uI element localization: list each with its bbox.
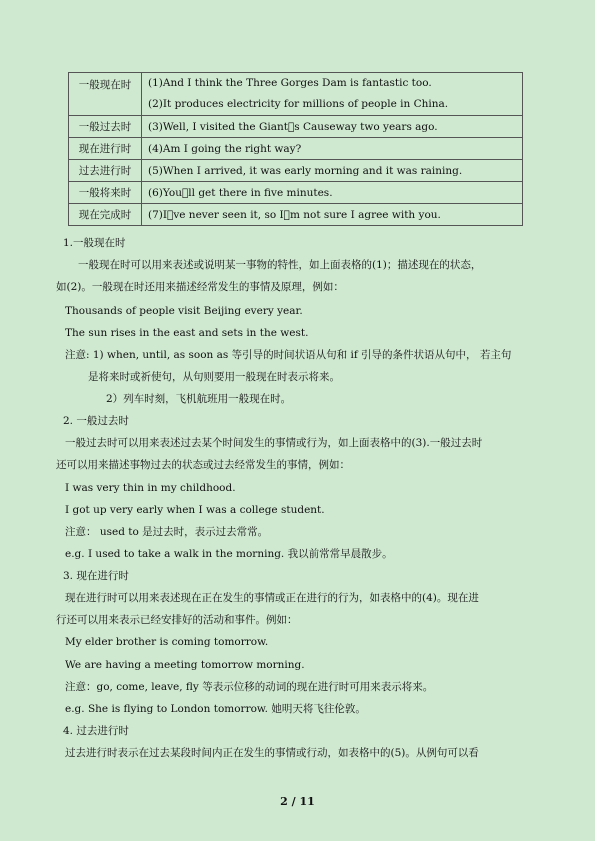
table-row — [69, 138, 523, 160]
example-sentence: e.g. I used to take a walk in the morning. 我以前常常早晨散步。 — [65, 548, 393, 560]
body-text: 还可以用来描述事物过去的状态或过去经常发生的事情，例如： — [56, 459, 350, 471]
table-row — [69, 116, 523, 138]
table-row — [69, 73, 523, 95]
tense-name: 现在完成时 — [69, 204, 142, 226]
body-text: 一般过去时可以用来表述过去某个时间发生的事情或行为，如上面表格中的(3).一般过去时 — [65, 437, 483, 449]
body-text: 行还可以用来表示已经安排好的活动和事件。例如： — [56, 614, 298, 626]
table-row — [69, 204, 523, 226]
tense-name: 一般过去时 — [69, 116, 142, 138]
body-text: 如(2)。一般现在时还用来描述经常发生的事情及原理，例如： — [56, 281, 344, 293]
example-sentence: I got up very early when I was a college student. — [65, 504, 325, 516]
example-sentence: (1)And I think the Three Gorges Dam is fantastic too. — [148, 77, 432, 89]
example-sentence: I was very thin in my childhood. — [65, 482, 236, 494]
example-sentence: (5)When I arrived, it was early morning and it was raining. — [142, 160, 523, 182]
example-sentence: (6)You ll get there in five minutes. — [142, 182, 523, 204]
tense-name: 过去进行时 — [69, 160, 142, 182]
table-row — [69, 182, 523, 204]
example-sentence: We are having a meeting tomorrow morning. — [65, 659, 305, 671]
example-cell — [142, 94, 523, 116]
note-text: 注意：go, come, leave, fly 等表示位移的动词的现在进行时可用来表示将来。 — [65, 681, 434, 693]
example-sentence: (2)It produces electricity for millions of people in China. — [148, 98, 449, 110]
section-heading: 3. 现在进行时 — [63, 570, 129, 582]
note-text: 是将来时或祈使句，从句则要用一般现在时表示将来。 — [88, 371, 340, 383]
tense-name: 现在进行时 — [69, 138, 142, 160]
note-text: 注意： used to 是过去时，表示过去常常。 — [65, 526, 269, 538]
section-heading: 2. 一般过去时 — [63, 415, 129, 427]
example-sentence: My elder brother is coming tomorrow. — [65, 636, 269, 648]
example-cell — [142, 73, 523, 95]
body-text: 现在进行时可以用来表述现在正在发生的事情或正在进行的行为，如表格中的(4)。现在进 — [65, 592, 479, 604]
body-text: 过去进行时表示在过去某段时间内正在发生的事情或行动，如表格中的(5)。从例句可以看 — [65, 747, 479, 759]
note-text: 注意: 1) when, until, as soon as 等引导的时间状语从句和 if 引导的条件状语从句中， 若主句 — [65, 349, 512, 361]
example-sentence: (3)Well, I visited the Giant s Causeway two years ago. — [142, 116, 523, 138]
tense-name: 一般将来时 — [69, 182, 142, 204]
note-text: 2）列车时刻，飞机航班用一般现在时。 — [106, 393, 292, 405]
example-sentence: e.g. She is flying to London tomorrow. 她明天将飞往伦敦。 — [65, 703, 366, 715]
example-sentence: (4)Am I going the right way? — [142, 138, 523, 160]
table-row — [69, 160, 523, 182]
tense-example-table — [68, 72, 523, 226]
section-heading: 1.一般现在时 — [63, 237, 126, 249]
section-heading: 4. 过去进行时 — [63, 725, 129, 737]
body-text: 一般现在时可以用来表述或说明某一事物的特性，如上面表格的(1)；描述现在的状态， — [78, 259, 482, 271]
tense-name: 一般现在时 — [69, 73, 142, 116]
example-sentence: (7)I ve never seen it, so I m not sure I agree with you. — [142, 204, 523, 226]
page-number: 2 / 11 — [280, 795, 315, 808]
example-sentence: Thousands of people visit Beijing every year. — [65, 305, 303, 317]
example-sentence: The sun rises in the east and sets in the west. — [65, 327, 309, 339]
